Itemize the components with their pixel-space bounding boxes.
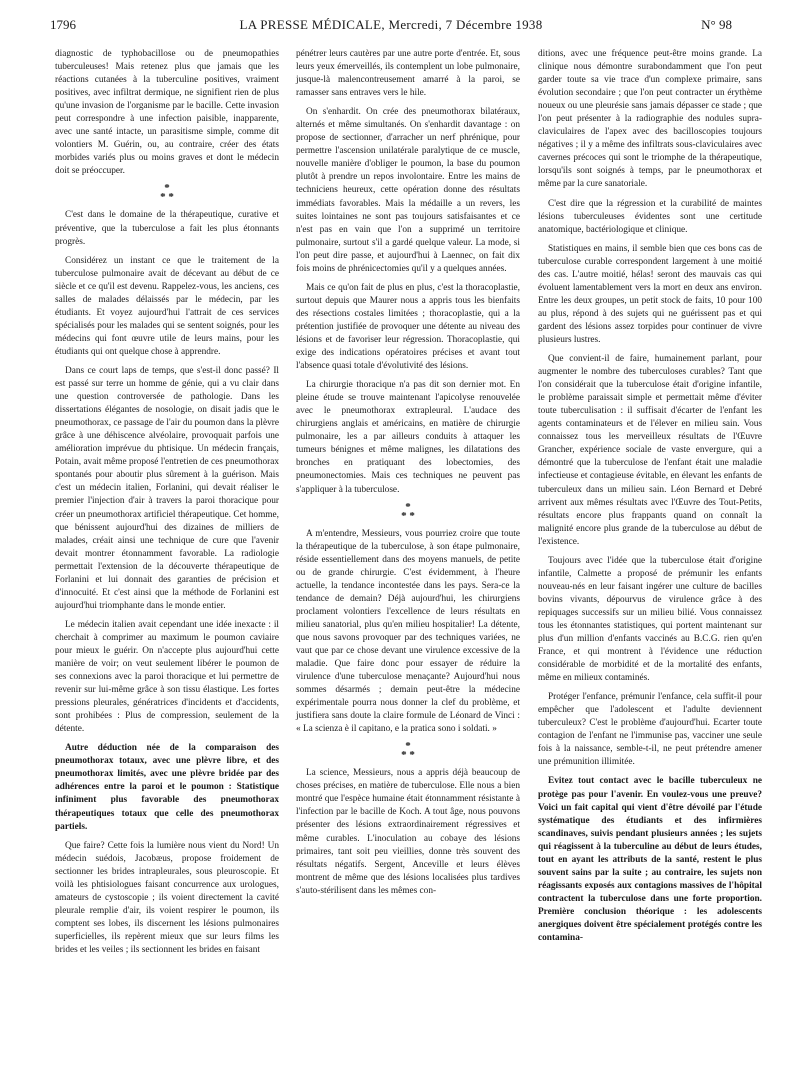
paragraph: C'est dans le domaine de la thérapeutique, curative et préventive, que la tuberculose a fait les plus étonnants progrès. [55,210,279,247]
paragraph: Dans ce court laps de temps, que s'est-il donc passé? Il est passé sur terre un homme de génie, qui a vu clair dans une question controversée de pathologie. Dans les dissertations élégantes de nosologie, on disait jadis que le pneumothorax, ce passage de l'air du poumon dans la plèvre grâce à une déhiscence alvéolaire, provoquait parfois une amélioration imprévue du phtisique. Un médecin français, Potain, avait même proposé l'entretien de ces pneumothorax spontanés pour aboutir plus sûrement à la guérison. Mais c'est un médecin italien, Forlanini, qui devait réaliser le premier l'injection d'air à travers la paroi thoracique pour créer un pneumothorax artificiel thérapeutique. Cet homme, que bénissent aujourd'hui des dizaines de milliers de malades, créait ainsi une technique de cure que l'avenir devait montrer étonnamment favorable. La radiologie permettait l'extension de la découverte thérapeutique de Forlanini et lui donnait des garanties de précision et d'innocuité. Et c'est ainsi que la méthode de Forlanini est aujourd'hui triomphante dans le monde entier. [55,365,279,611]
paragraph: Protéger l'enfance, prémunir l'enfance, cela suffit-il pour empêcher que l'adolescent et l'adulte deviennent tuberculeux? C'est le problème d'aujourd'hui. Ecarter toute contagion de l'enfant ne l'immunise pas, vacciner une seule fois à la naissance, semble-t-il, ne peut prétendre amener une prémunition illimitée. [538,692,762,768]
paragraph: Mais ce qu'on fait de plus en plus, c'est la thoracoplastie, surtout depuis que Maurer nous a appris tous les bienfaits des résections costales limitées ; thoracoplastie, qui a la prétention justifiée de provoquer une détente au niveau des lésions et de favoriser leur régression. Thoracoplastie, qui exige des indications opératoires précises et avant tout l'absence quasi totale d'évolutivité des lésions. [296,282,520,372]
paragraph: Toujours avec l'idée que la tuberculose était d'origine infantile, Calmette a proposé de prémunir les enfants nouveau-nés en leur faisant ingérer une culture de bacilles bovins vivants, dépourvus de virulence grâce à des repiquages successifs sur un milieu bilié. Vous connaissez tous les étonnantes statistiques, qui portent maintenant sur plus d'un million d'enfants vaccinés au B.C.G. rien qu'en France, et qui montrent à l'évidence une réduction considérable de morbidité et de la mortalité des enfants, même en milieux contaminés. [538,555,762,684]
paragraph: pénétrer leurs cautères par une autre porte d'entrée. Et, sous leurs yeux émerveillés, ils contemplent un lobe pulmonaire, jusque-là malencontreusement amarré à la paroi, se ramasser sans entraves vers le hile. [296,49,520,99]
paragraph: Statistiques en mains, il semble bien que ces bons cas de tuberculose curable correspondent largement à une moitié des cas. L'autre moitié, hélas! seront des mauvais cas qui évoluent lamentablement vers la mort en deux ans environ. Entre les deux groupes, un petit stock de faits, 10 pour 100 au plus, répond à des sujets qui ne guérissent pas et qui gardent des lésions assez torpides pour continuer de vivre plusieurs lustres. [538,243,762,345]
section-separator: * * * [401,740,415,762]
page-number: 1796 [50,17,76,32]
paragraph: Que faire? Cette fois la lumière nous vient du Nord! Un médecin suédois, Jacobæus, propose froidement de sectionner les brides intrapleurales, sous pleuroscopie. Et voilà les phtisiologues faisant concurrence aux urologues, amateurs de cystoscopie ; ils voient directement la cavité pleurale remplie d'air, ils voient respirer le poumon, ils comptent ses lobes, ils discernent les lésions pulmonaires superficielles, ils repèrent mieux que sur leurs films les brides et les veiles ; ils sectionnent les brides en faisant [55,840,279,955]
section-separator: * * * [160,182,174,204]
issue-number: N° 98 [701,17,732,32]
paragraph: Considérez un instant ce que le traitement de la tuberculose pulmonaire avait de décevant au début de ce siècle et ce qu'il est devenu. Rappelez-vous, les anciens, ces salles de malades délaissés par le médecin, par les étudiants. Et voyez aujourd'hui l'attrait de ces services spécialisés pour les malades qui se sentent soignés, pour les médecins qui font œuvre utile de leurs mains, pour les étudiants qui ont quelque chose à apprendre. [55,255,279,357]
paragraph: diagnostic de typhobacillose ou de pneumopathies tuberculeuses! Mais retenez plus que jamais que les réactions cutanées à la tuberculine positives, vraiment positives, avec infiltrat dermique, ne signifient rien de plus qu'une invasion de l'organisme par le bacille. Cette invasion peut correspondre à une infection paisible, inapparente, avec une santé intacte, un parasitisme simple, comme dit volontiers M. Guérin, ou, au contraire, créer des états morbides variés plus ou moins graves et dont le médecin doit se préoccuper. [55,49,279,177]
masthead: LA PRESSE MÉDICALE, Mercredi, 7 Décembre 1938 [239,17,543,32]
column-1 [55,48,279,957]
paragraph: La chirurgie thoracique n'a pas dit son dernier mot. En pleine étude se trouve maintenant l'apicolyse renouvelée avec le pneumothorax extrapleural. L'audace des chirurgiens anglais et américains, en matière de chirurgie pulmonaire, les a par ailleurs conduits à attaquer les tumeurs bénignes et même malignes, les dilatations des bronches en pratiquant des lobectomies, des pneumonectomies. Mais ces techniques ne peuvent pas s'appliquer à la tuberculose. [296,380,520,495]
paragraph: Que convient-il de faire, humainement parlant, pour augmenter le nombre des tuberculoses curables? Tant que l'on considérait que la tuberculose était d'origine infantile, le problème paraissait simple et permettait même d'éviter toute tuberculisation : il suffisait d'écarter de l'enfant les agents contaminateurs et de l'élever en milieu sain. Vous connaissez tous les merveilleux résultats de l'Œuvre Grancher, expérience sociale de vaste envergure, qui a démontré que la tuberculose de l'enfant était une maladie infectieuse et contagieuse évitable, en élevant les enfants de tuberculeux dans un milieu sain. Léon Bernard et Debré arrivent aux mêmes résultats avec l'Œuvre des Tout-Petits, résultats encore plus frappants quand on connaît la malignité encore plus grande de la tuberculose au début de l'existence. [538,354,762,547]
paragraph: On s'enhardit. On crée des pneumothorax bilatéraux, alternés et même simultanés. On s'enhardit davantage : on propose de sectionner, d'arracher un nerf phrénique, pour permettre l'ascension unilatérale paralytique de ce muscle, nouvelle manière d'obliger le poumon, la base du poumon plutôt à prendre un repos involontaire. Entre les mains de techniciens heureux, cette opération donne des résultats immédiats favorables. Mais la médaille a un revers, les suites lointaines ne sont pas toujours satisfaisantes et ce n'est pas en vain que l'on a supprimé un territoire pulmonaire, surtout s'il a gardé quelque valeur. La mode, si l'on peut dire passe, et aujourd'hui à Laennec, on fait dix fois moins de phrénicectomies qu'il y a quelques années. [296,107,520,274]
column-3 [538,48,762,945]
page-header [50,17,732,39]
paragraph: A m'entendre, Messieurs, vous pourriez croire que toute la thérapeutique de la tuberculose, à son étape pulmonaire, réside essentiellement dans des moyens manuels, de petite ou de grande chirurgie. C'est évidemment, à l'heure actuelle, la tendance incontestée dans les pays. Sera-ce la tendance de demain? Déjà aujourd'hui, les chirurgiens proclament volontiers l'excellence de leurs résultats en milieu sanatorial, plus qu'en milieu hospitalier! La détente, que nous savons provoquer par des techniques variées, ne vaut que par ce chose devant une virulence excessive de la maladie. Que faire donc pour essayer de réduire la virulence d'une tuberculose menaçante? Aujourd'hui nous sommes désarmés ; demain peut-être la médecine expérimentale pourra nous donner la clef du problème, et justifiera sans doute la claire formule de Léonard de Vinci : « La scienza è il capitano, e la pratica sono i soldati. » [296,528,520,735]
paragraph: C'est dire que la régression et la curabilité de maintes lésions tuberculeuses évidentes sont une certitude anatomique, bactériologique et clinique. [538,198,762,235]
paragraph: La science, Messieurs, nous a appris déjà beaucoup de choses précises, en matière de tuberculose. Elle nous a bien montré que l'espèce humaine était étonnamment résistante à l'infection par le bacille de Koch. A tout âge, nous pouvons présenter des lésions extraordinairement régressives et même curables. L'inoculation au cobaye des lésions primaires, tant soit peu vieillies, donne très souvent des résultats négatifs. Sergent, Anceville et leurs élèves montrent de même que des lésions localisées plus tardives s'auto-stérilisent dans les mêmes con- [296,768,520,896]
section-separator: * * * [401,500,415,522]
paragraph: ditions, avec une fréquence peut-être moins grande. La clinique nous démontre surabondamment que l'on peut garder toute sa vie trace d'un complexe primaire, sans évolution secondaire ; que l'on peut contracter un érythème noueux ou une pleurésie sans jamais dépasser ce stade ; que l'on peut présenter à la radiographie des nodules supra-claviculaires de l'apex avec des bacilloscopies toujours négatives ; il y a même des infiltrats sous-claviculaires avec cavernes précoces qui sont le triomphe de la thérapeutique, lorsqu'ils sont soignés à temps, par le pneumothorax et même par la cure sanatoriale. [538,49,762,190]
paragraph: Autre déduction née de la comparaison des pneumothorax totaux, avec une plèvre libre, et des pneumothorax limités, avec une plèvre bridée par des adhérences entre la paroi et le poumon : Statistique infiniment plus favorable des pneumothorax thérapeutiques totaux que celle des pneumothorax partiels. [55,743,279,832]
paragraph: Evitez tout contact avec le bacille tuberculeux ne protège pas pour l'avenir. En voulez-vous une preuve? Voici un fait capital qui vient d'être dévoilé par l'étude systématique des étudiants et des infirmières scandinaves, suivis pendant plusieurs années ; les sujets qui réagissent à la tuberculine au début de leurs études, tout en ayant les attributs de la santé, restent le plus souvent sains par la suite ; au contraire, les sujets non réagissants exposés aux contagions massives de l'hôpital contractent la tuberculose dans une forte proportion. Première conclusion théorique : les adolescents anergiques doivent être spécialement protégés contre les contamina- [538,776,762,944]
paragraph: Le médecin italien avait cependant une idée inexacte : il cherchait à comprimer au maximum le poumon caviaire pour mieux le guérir. On n'accepte plus aujourd'hui cette manière de voir; on veut seulement libérer le poumon de ses connexions avec la paroi thoracique et lui permettre de revenir sur lui-même grâce à son tissu élastique. Les fortes pressions pleurales, génératrices d'incidents et d'accidents, sont prohibées : Plus de compression, seulement de la détente. [55,619,279,735]
column-2 [296,48,520,898]
